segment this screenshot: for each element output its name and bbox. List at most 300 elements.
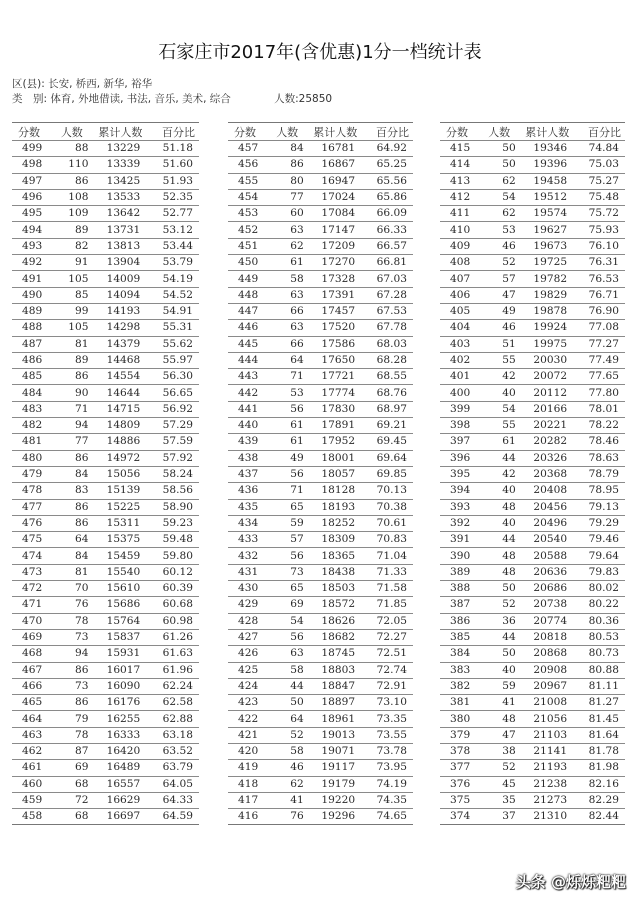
score-cell: 415 (440, 141, 481, 157)
column-header: 百分比 (376, 125, 409, 139)
cumulative-cell: 19396 (518, 157, 577, 173)
table-row (440, 499, 625, 515)
score-cell: 467 (12, 662, 53, 678)
cumulative-cell: 15056 (91, 466, 151, 482)
table-row (12, 418, 199, 434)
table-row (228, 466, 413, 482)
percent-cell: 72.05 (365, 613, 413, 629)
score-cell: 488 (12, 320, 53, 336)
count-cell: 52 (481, 760, 518, 776)
cumulative-cell: 21193 (518, 760, 577, 776)
table-row (12, 629, 199, 645)
cumulative-cell: 20738 (518, 597, 577, 613)
percent-cell: 66.33 (365, 222, 413, 238)
table-row (228, 792, 413, 808)
count-cell: 53 (481, 222, 518, 238)
cumulative-cell: 18682 (306, 629, 365, 645)
table-row (440, 646, 625, 662)
percent-cell: 72.74 (365, 662, 413, 678)
cumulative-cell: 19782 (518, 271, 577, 287)
count-cell: 56 (269, 548, 306, 564)
score-cell: 459 (12, 792, 53, 808)
percent-cell: 75.93 (577, 222, 625, 238)
count-cell: 37 (481, 809, 518, 825)
count-cell: 84 (53, 466, 90, 482)
count-cell: 80 (269, 173, 306, 189)
table-row (440, 743, 625, 759)
percent-cell: 75.72 (577, 206, 625, 222)
count-cell: 86 (53, 515, 90, 531)
count-cell: 63 (269, 287, 306, 303)
score-cell: 436 (228, 483, 269, 499)
table-row (12, 581, 199, 597)
table-row (228, 385, 413, 401)
column-header: 百分比 (588, 125, 621, 139)
table-row (440, 466, 625, 482)
percent-cell: 78.46 (577, 434, 625, 450)
table-row (228, 548, 413, 564)
cumulative-cell: 19220 (306, 792, 365, 808)
score-cell: 473 (12, 564, 53, 580)
count-cell: 76 (53, 597, 90, 613)
score-cell: 443 (228, 369, 269, 385)
cumulative-cell: 18438 (306, 564, 365, 580)
total-count (274, 93, 332, 105)
table-row (228, 646, 413, 662)
percent-cell: 75.48 (577, 189, 625, 205)
count-cell: 73 (53, 678, 90, 694)
cumulative-cell: 18128 (306, 483, 365, 499)
cumulative-cell: 19878 (518, 303, 577, 319)
count-cell: 86 (53, 450, 90, 466)
table-row (228, 206, 413, 222)
count-cell: 99 (53, 303, 90, 319)
score-cell: 396 (440, 450, 481, 466)
count-cell: 86 (53, 173, 90, 189)
score-cell: 401 (440, 369, 481, 385)
score-cell: 476 (12, 515, 53, 531)
score-cell: 382 (440, 678, 481, 694)
score-cell: 489 (12, 303, 53, 319)
score-cell: 470 (12, 613, 53, 629)
cumulative-cell: 13229 (91, 141, 151, 157)
percent-cell: 77.49 (577, 352, 625, 368)
score-cell: 434 (228, 515, 269, 531)
count-cell: 90 (53, 385, 90, 401)
percent-cell: 80.73 (577, 646, 625, 662)
percent-cell: 74.84 (577, 141, 625, 157)
percent-cell: 51.93 (150, 173, 199, 189)
count-cell: 71 (53, 401, 90, 417)
header-row (12, 123, 199, 141)
count-cell: 88 (53, 141, 90, 157)
score-cell: 438 (228, 450, 269, 466)
cumulative-cell: 19673 (518, 238, 577, 254)
score-table-1 (12, 122, 199, 825)
cumulative-cell: 17391 (306, 287, 365, 303)
total-label: 人数: (274, 93, 299, 105)
table-row (228, 238, 413, 254)
percent-cell: 76.90 (577, 303, 625, 319)
count-cell: 76 (269, 809, 306, 825)
percent-cell: 77.27 (577, 336, 625, 352)
score-cell: 393 (440, 499, 481, 515)
table-row (12, 515, 199, 531)
count-cell: 70 (53, 581, 90, 597)
cumulative-cell: 20868 (518, 646, 577, 662)
cumulative-cell: 15931 (91, 646, 151, 662)
cumulative-cell: 20112 (518, 385, 577, 401)
count-cell: 41 (481, 695, 518, 711)
cumulative-cell: 19975 (518, 336, 577, 352)
cumulative-cell: 17457 (306, 303, 365, 319)
percent-cell: 81.64 (577, 727, 625, 743)
count-cell: 68 (53, 809, 90, 825)
percent-cell: 76.10 (577, 238, 625, 254)
score-cell: 472 (12, 581, 53, 597)
percent-cell: 82.29 (577, 792, 625, 808)
count-cell: 58 (269, 743, 306, 759)
table-row (440, 662, 625, 678)
count-cell: 105 (53, 320, 90, 336)
table-row (440, 255, 625, 271)
table-row (12, 597, 199, 613)
table-row (228, 222, 413, 238)
cumulative-cell: 21056 (518, 711, 577, 727)
score-cell: 441 (228, 401, 269, 417)
count-cell: 94 (53, 646, 90, 662)
score-cell: 417 (228, 792, 269, 808)
count-cell: 83 (53, 483, 90, 499)
percent-cell: 63.79 (150, 760, 199, 776)
cumulative-cell: 13339 (91, 157, 151, 173)
table-row (12, 141, 199, 157)
percent-cell: 69.85 (365, 466, 413, 482)
percent-cell: 67.03 (365, 271, 413, 287)
score-cell: 395 (440, 466, 481, 482)
count-cell: 64 (269, 711, 306, 727)
score-cell: 423 (228, 695, 269, 711)
count-cell: 63 (269, 320, 306, 336)
percent-cell: 56.30 (150, 369, 199, 385)
count-cell: 86 (269, 157, 306, 173)
score-cell: 457 (228, 141, 269, 157)
cumulative-cell: 14094 (91, 287, 151, 303)
cumulative-cell: 20908 (518, 662, 577, 678)
score-cell: 388 (440, 581, 481, 597)
count-cell: 40 (481, 385, 518, 401)
score-cell: 479 (12, 466, 53, 482)
score-cell: 439 (228, 434, 269, 450)
count-cell: 47 (481, 727, 518, 743)
table-row (228, 352, 413, 368)
cumulative-cell: 20408 (518, 483, 577, 499)
stats-table (228, 122, 413, 825)
table-row (228, 450, 413, 466)
cumulative-cell: 16255 (91, 711, 151, 727)
count-cell: 57 (269, 532, 306, 548)
percent-cell: 80.22 (577, 597, 625, 613)
count-cell: 52 (481, 597, 518, 613)
percent-cell: 60.39 (150, 581, 199, 597)
percent-cell: 54.19 (150, 271, 199, 287)
percent-cell: 69.64 (365, 450, 413, 466)
score-cell: 463 (12, 727, 53, 743)
count-cell: 50 (481, 646, 518, 662)
count-cell: 82 (53, 238, 90, 254)
score-cell: 378 (440, 743, 481, 759)
table-row (228, 369, 413, 385)
percent-cell: 81.98 (577, 760, 625, 776)
percent-cell: 72.91 (365, 678, 413, 694)
table-row (440, 760, 625, 776)
percent-cell: 73.55 (365, 727, 413, 743)
table-row (228, 157, 413, 173)
score-cell: 406 (440, 287, 481, 303)
cumulative-cell: 18745 (306, 646, 365, 662)
cumulative-cell: 21273 (518, 792, 577, 808)
percent-cell: 60.98 (150, 613, 199, 629)
cumulative-cell: 16017 (91, 662, 151, 678)
percent-cell: 70.38 (365, 499, 413, 515)
score-cell: 381 (440, 695, 481, 711)
cumulative-cell: 21103 (518, 727, 577, 743)
count-cell: 59 (481, 678, 518, 694)
percent-cell: 59.80 (150, 548, 199, 564)
cumulative-cell: 13904 (91, 255, 151, 271)
count-cell: 62 (481, 206, 518, 222)
cumulative-cell: 17721 (306, 369, 365, 385)
score-cell: 481 (12, 434, 53, 450)
score-cell: 462 (12, 743, 53, 759)
table-row (12, 499, 199, 515)
score-cell: 375 (440, 792, 481, 808)
percent-cell: 52.77 (150, 206, 199, 222)
percent-cell: 76.71 (577, 287, 625, 303)
count-cell: 79 (53, 711, 90, 727)
table-row (228, 629, 413, 645)
score-table-3 (440, 122, 625, 825)
score-cell: 482 (12, 418, 53, 434)
column-header: 分数 (18, 125, 40, 139)
cumulative-cell: 16176 (91, 695, 151, 711)
score-cell: 471 (12, 597, 53, 613)
cumulative-cell: 19071 (306, 743, 365, 759)
table-row (12, 695, 199, 711)
cumulative-cell: 17147 (306, 222, 365, 238)
table-row (440, 711, 625, 727)
score-cell: 493 (12, 238, 53, 254)
count-cell: 48 (481, 564, 518, 580)
score-cell: 386 (440, 613, 481, 629)
table-row (228, 418, 413, 434)
cumulative-cell: 17024 (306, 189, 365, 205)
cumulative-cell: 14554 (91, 369, 151, 385)
score-cell: 452 (228, 222, 269, 238)
percent-cell: 81.45 (577, 711, 625, 727)
table-row (440, 450, 625, 466)
percent-cell: 62.24 (150, 678, 199, 694)
table-row (228, 743, 413, 759)
category-label: 类 别: (12, 93, 48, 105)
count-cell: 62 (269, 238, 306, 254)
count-cell: 78 (53, 727, 90, 743)
count-cell: 40 (481, 662, 518, 678)
score-cell: 429 (228, 597, 269, 613)
table-row (12, 287, 199, 303)
cumulative-cell: 18626 (306, 613, 365, 629)
score-cell: 447 (228, 303, 269, 319)
cumulative-cell: 15610 (91, 581, 151, 597)
percent-cell: 55.62 (150, 336, 199, 352)
count-cell: 108 (53, 189, 90, 205)
table-row (12, 450, 199, 466)
score-cell: 494 (12, 222, 53, 238)
table-row (228, 809, 413, 825)
count-cell: 44 (481, 450, 518, 466)
cumulative-cell: 16781 (306, 141, 365, 157)
cumulative-cell: 15311 (91, 515, 151, 531)
score-cell: 411 (440, 206, 481, 222)
score-cell: 466 (12, 678, 53, 694)
score-cell: 456 (228, 157, 269, 173)
count-cell: 56 (269, 629, 306, 645)
cumulative-cell: 20636 (518, 564, 577, 580)
table-row (440, 141, 625, 157)
percent-cell: 72.51 (365, 646, 413, 662)
percent-cell: 62.88 (150, 711, 199, 727)
count-cell: 50 (481, 581, 518, 597)
cumulative-cell: 20588 (518, 548, 577, 564)
cumulative-cell: 14644 (91, 385, 151, 401)
percent-cell: 54.91 (150, 303, 199, 319)
cumulative-cell: 17209 (306, 238, 365, 254)
percent-cell: 79.13 (577, 499, 625, 515)
table-row (12, 434, 199, 450)
score-cell: 432 (228, 548, 269, 564)
cumulative-cell: 14886 (91, 434, 151, 450)
cumulative-cell: 18252 (306, 515, 365, 531)
table-row (228, 173, 413, 189)
score-cell: 492 (12, 255, 53, 271)
cumulative-cell: 13731 (91, 222, 151, 238)
table-row (12, 303, 199, 319)
table-row (440, 222, 625, 238)
score-cell: 465 (12, 695, 53, 711)
count-cell: 46 (481, 320, 518, 336)
table-row (440, 320, 625, 336)
table-row (228, 597, 413, 613)
percent-cell: 77.65 (577, 369, 625, 385)
score-cell: 474 (12, 548, 53, 564)
cumulative-cell: 16420 (91, 743, 151, 759)
table-row (12, 662, 199, 678)
score-cell: 376 (440, 776, 481, 792)
score-cell: 490 (12, 287, 53, 303)
count-cell: 48 (481, 711, 518, 727)
count-cell: 81 (53, 564, 90, 580)
score-cell: 435 (228, 499, 269, 515)
cumulative-cell: 21238 (518, 776, 577, 792)
cumulative-cell: 20456 (518, 499, 577, 515)
count-cell: 40 (481, 515, 518, 531)
count-cell: 77 (53, 434, 90, 450)
percent-cell: 51.60 (150, 157, 199, 173)
cumulative-cell: 19627 (518, 222, 577, 238)
table-row (440, 336, 625, 352)
column-header: 人数 (488, 125, 511, 139)
cumulative-cell: 13425 (91, 173, 151, 189)
count-cell: 84 (269, 141, 306, 157)
count-cell: 48 (481, 548, 518, 564)
table-row (12, 238, 199, 254)
percent-cell: 65.25 (365, 157, 413, 173)
watermark: 头条 @烁烁粑粑 (515, 873, 626, 891)
cumulative-cell: 17520 (306, 320, 365, 336)
table-row (440, 238, 625, 254)
cumulative-cell: 17270 (306, 255, 365, 271)
count-cell: 61 (481, 434, 518, 450)
table-row (440, 303, 625, 319)
column-header: 百分比 (162, 125, 195, 139)
score-cell: 419 (228, 760, 269, 776)
count-cell: 50 (481, 157, 518, 173)
count-cell: 66 (269, 336, 306, 352)
percent-cell: 73.35 (365, 711, 413, 727)
count-cell: 73 (53, 629, 90, 645)
score-cell: 437 (228, 466, 269, 482)
table-row (12, 711, 199, 727)
percent-cell: 79.29 (577, 515, 625, 531)
count-cell: 89 (53, 352, 90, 368)
score-cell: 455 (228, 173, 269, 189)
cumulative-cell: 19458 (518, 173, 577, 189)
score-cell: 449 (228, 271, 269, 287)
count-cell: 58 (269, 271, 306, 287)
cumulative-cell: 19924 (518, 320, 577, 336)
table-row (228, 141, 413, 157)
table-row (12, 532, 199, 548)
table-row (440, 385, 625, 401)
percent-cell: 81.78 (577, 743, 625, 759)
percent-cell: 70.83 (365, 532, 413, 548)
score-cell: 404 (440, 320, 481, 336)
percent-cell: 82.44 (577, 809, 625, 825)
percent-cell: 61.26 (150, 629, 199, 645)
count-cell: 35 (481, 792, 518, 808)
percent-cell: 71.33 (365, 564, 413, 580)
count-cell: 68 (53, 776, 90, 792)
table-row (12, 222, 199, 238)
count-cell: 61 (269, 255, 306, 271)
percent-cell: 70.13 (365, 483, 413, 499)
cumulative-cell: 19829 (518, 287, 577, 303)
percent-cell: 57.59 (150, 434, 199, 450)
percent-cell: 80.88 (577, 662, 625, 678)
cumulative-cell: 15686 (91, 597, 151, 613)
count-cell: 87 (53, 743, 90, 759)
score-cell: 453 (228, 206, 269, 222)
percent-cell: 53.44 (150, 238, 199, 254)
district-value: 长安, 桥西, 新华, 裕华 (48, 78, 153, 90)
cumulative-cell: 18503 (306, 581, 365, 597)
count-cell: 41 (269, 792, 306, 808)
score-cell: 380 (440, 711, 481, 727)
cumulative-cell: 17328 (306, 271, 365, 287)
score-cell: 448 (228, 287, 269, 303)
percent-cell: 71.58 (365, 581, 413, 597)
count-cell: 36 (481, 613, 518, 629)
